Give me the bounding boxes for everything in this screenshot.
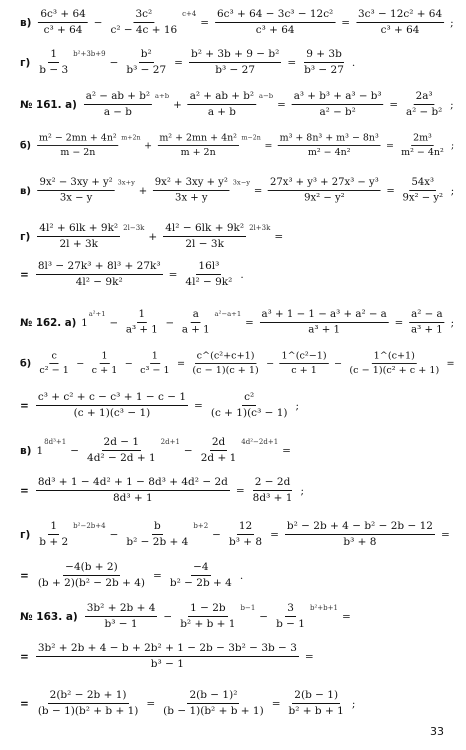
page-number: 33: [430, 725, 444, 738]
fraction: [85, 436, 158, 465]
exercise-label: г): [20, 230, 31, 243]
exercise-label: в): [20, 16, 32, 29]
fraction: [292, 90, 384, 119]
multiplier-note: m+2n: [121, 133, 141, 141]
fraction-denominator: b² − 2b + 4: [169, 577, 232, 589]
fraction-numerator: 1: [150, 350, 160, 364]
exercise-label: № 163. а): [20, 610, 78, 623]
operator: =: [304, 650, 314, 663]
operator: =: [235, 484, 245, 497]
fraction-numerator: 2m³: [411, 132, 433, 146]
exercise-label: =: [20, 569, 29, 582]
multiplier-note: b²+b+1: [309, 603, 338, 612]
fraction-denominator: b² + b + 1: [288, 705, 344, 717]
fraction-numerator: b: [152, 520, 163, 535]
fraction-numerator: 2(b − 1): [292, 689, 340, 704]
solution-line-v162b: [20, 476, 308, 505]
fraction-numerator: 2a³: [414, 90, 435, 105]
fraction-numerator: 6c³ + 64: [38, 8, 87, 23]
fraction: [285, 520, 435, 549]
exercise-label: г): [20, 528, 31, 541]
fraction-denominator: (b − 1)(b² + b + 1): [163, 705, 264, 717]
fraction-numerator: c²: [242, 391, 256, 406]
exercise-label: г): [20, 56, 31, 69]
fraction: [404, 90, 444, 119]
operator: ;: [450, 184, 455, 197]
fraction-denominator: c³ + 64: [43, 23, 83, 36]
fraction-numerator: 12: [237, 520, 254, 535]
fraction-denominator: (c − 1)(c² + c + 1): [349, 364, 440, 376]
fraction: [348, 350, 441, 377]
solution-line-g162b: [20, 561, 247, 590]
operator: −: [163, 610, 173, 623]
multiplier-note: 8d³+1: [44, 437, 67, 446]
fraction-numerator: c^(c²+c+1): [195, 350, 257, 364]
fraction: [178, 602, 237, 631]
fraction: [280, 350, 329, 377]
fraction: [38, 177, 115, 205]
solution-line-v162: [20, 436, 295, 465]
exercise-label: в): [20, 444, 32, 457]
operator: =: [200, 16, 210, 29]
fraction-numerator: 2d − 1: [102, 436, 142, 451]
fraction-numerator: 2d: [210, 436, 227, 451]
fraction-denominator: a + 1: [181, 323, 210, 336]
operator: =: [341, 610, 351, 623]
fraction-numerator: 9x² + 3xy + y²: [153, 177, 230, 191]
fraction: [189, 48, 281, 77]
fraction-denominator: (c + 1)(c³ − 1): [210, 407, 288, 419]
multiplier-note: a²−a+1: [214, 309, 242, 318]
fraction: [183, 260, 234, 289]
operator: =: [176, 358, 186, 369]
fraction-denominator: a³ + 1: [125, 323, 158, 336]
operator: .: [240, 268, 244, 281]
fraction: [36, 476, 230, 505]
solution-line-g1: [20, 48, 359, 77]
operator: −: [70, 444, 80, 457]
fraction-denominator: 2d + 1: [200, 452, 237, 464]
fraction-numerator: 3c²: [133, 8, 154, 23]
operator: −: [109, 56, 119, 69]
operator: =: [287, 56, 297, 69]
fraction-numerator: 3: [285, 602, 296, 617]
fraction-denominator: c³ + 64: [255, 23, 295, 36]
fraction-numerator: 3b² + 2b + 4 − b + 2b² + 1 − 2b − 3b² − 3b − 3: [36, 642, 299, 657]
fraction-numerator: 1 − 2b: [188, 602, 228, 617]
fraction-denominator: a² − b²: [319, 105, 356, 118]
fraction-numerator: 9x² − 3xy + y²: [38, 177, 115, 191]
fraction-denominator: (c − 1)(c + 1): [192, 364, 259, 376]
multiplier-note: b−1: [240, 603, 256, 612]
fraction: [138, 350, 171, 377]
fraction: [302, 48, 346, 77]
solution-line-b161: [20, 132, 458, 158]
fraction: [37, 222, 120, 251]
fraction-numerator: 9 + 3b: [304, 48, 344, 63]
fraction-denominator: b + 2: [39, 536, 69, 548]
fraction: [260, 308, 389, 336]
fraction-numerator: m² − 2mn + 4n²: [37, 132, 118, 146]
multiplier-note: m−2n: [241, 133, 261, 141]
fraction-denominator: b − 1: [276, 618, 305, 630]
fraction-numerator: b² + 3b + 9 − b²: [189, 48, 281, 63]
fraction-denominator: b³ + 8: [343, 536, 377, 548]
fraction: [108, 8, 179, 37]
fraction: [168, 561, 234, 590]
fraction: [356, 8, 444, 37]
exercise-label: =: [20, 697, 29, 710]
fraction: [124, 308, 160, 336]
fraction-denominator: 2l − 3k: [185, 238, 224, 250]
operator: =: [168, 268, 178, 281]
fraction: [37, 132, 118, 158]
operator: ;: [295, 399, 300, 412]
solution-line-p161a: [20, 90, 458, 119]
operator: =: [282, 444, 291, 457]
operator: =: [440, 528, 450, 541]
fraction: [38, 350, 71, 377]
exercise-label: б): [20, 140, 31, 151]
operator: −: [266, 358, 275, 369]
operator: =: [385, 140, 394, 151]
fraction: [251, 476, 295, 505]
fraction: [37, 48, 70, 77]
operator: =: [274, 230, 284, 243]
fraction: [399, 132, 445, 158]
fraction-numerator: b² − 2b + 4 − b² − 2b − 12: [285, 520, 435, 535]
operator: =: [341, 16, 350, 29]
fraction: [215, 8, 335, 37]
fraction-denominator: m² − 4n²: [307, 146, 351, 158]
exercise-label: № 161. а): [20, 98, 77, 111]
fraction-denominator: b³ + 8: [228, 536, 263, 548]
fraction-denominator: c + 1: [91, 364, 118, 376]
fraction-numerator: a² + ab + b²: [188, 90, 256, 105]
operator: −: [93, 16, 103, 29]
fraction-numerator: 2(b − 1)²: [187, 689, 239, 704]
fraction-denominator: (b + 2)(b² − 2b + 4): [37, 577, 146, 589]
operator: =: [270, 528, 279, 541]
operator: =: [264, 140, 273, 151]
fraction-denominator: b² + b + 1: [180, 618, 236, 630]
operator: ;: [300, 484, 304, 497]
multiplier-note: 2d+1: [160, 437, 180, 446]
fraction-numerator: 3b² + 2b + 4: [85, 602, 158, 617]
operator: =: [153, 569, 162, 582]
fraction: [278, 132, 381, 158]
solution-line-g161b: [20, 260, 248, 289]
solution-line-p163c: [20, 689, 359, 718]
fraction-numerator: a³ + 1 − 1 − a³ + a² − a: [260, 308, 389, 323]
fraction-numerator: 2 − 2d: [253, 476, 293, 491]
term: 1: [36, 444, 44, 457]
fraction-numerator: c: [50, 350, 59, 364]
fraction-denominator: 2l + 3k: [59, 238, 98, 250]
fraction-numerator: a² − a: [409, 308, 444, 323]
fraction: [161, 689, 266, 718]
operator: ;: [450, 16, 454, 29]
fraction-denominator: c² − 4c + 16: [110, 23, 178, 36]
fraction-numerator: 1: [100, 350, 110, 364]
fraction-denominator: 3x + y: [175, 191, 208, 204]
operator: −: [109, 316, 119, 329]
solution-line-b162b: [20, 391, 303, 420]
multiplier-note: a−b: [258, 91, 274, 100]
fraction: [188, 90, 256, 119]
fraction-numerator: −4(b + 2): [63, 561, 120, 576]
solution-line-g161: [20, 222, 287, 251]
fraction: [124, 520, 190, 549]
fraction-numerator: 1^(c²−1): [280, 350, 329, 364]
operator: .: [239, 569, 244, 582]
exercise-label: б): [20, 358, 32, 369]
fraction-denominator: 4l² − 9k²: [75, 276, 123, 288]
fraction-denominator: 8d³ + 1: [252, 492, 293, 504]
fraction: [268, 177, 381, 205]
operator: −: [183, 444, 193, 457]
solution-line-b162: [20, 350, 458, 377]
fraction: [36, 689, 141, 718]
fraction-denominator: 9x² − y²: [402, 191, 444, 204]
operator: −: [259, 610, 269, 623]
fraction: [36, 642, 299, 671]
fraction: [163, 222, 246, 251]
fraction-denominator: m + 2n: [180, 146, 216, 158]
operator: +: [138, 184, 148, 197]
operator: ;: [450, 98, 454, 111]
operator: +: [148, 230, 158, 243]
multiplier-note: 2l+3k: [249, 223, 271, 232]
fraction: [209, 391, 290, 420]
fraction: [409, 308, 445, 336]
exercise-label: № 162. а): [20, 316, 77, 329]
fraction-denominator: b³ − 1: [104, 618, 138, 630]
fraction-numerator: b²: [139, 48, 154, 63]
operator: =: [446, 358, 455, 369]
solution-line-p162a: [20, 308, 458, 336]
fraction-numerator: a: [191, 308, 201, 323]
fraction-denominator: c³ + 64: [380, 23, 420, 36]
fraction: [180, 308, 212, 336]
solution-line-v1: [20, 8, 458, 37]
operator: −: [333, 358, 343, 369]
multiplier-note: 3x+y: [117, 178, 135, 186]
fraction-numerator: 1: [48, 48, 59, 63]
fraction: [287, 689, 346, 718]
fraction-denominator: (b − 1)(b² + b + 1): [37, 705, 139, 717]
operator: +: [173, 98, 182, 111]
fraction: [36, 260, 163, 289]
fraction-denominator: c + 1: [291, 364, 317, 376]
solution-line-v161: [20, 177, 458, 205]
fraction-numerator: a² − ab + b²: [84, 90, 152, 105]
fraction-numerator: 8l³ − 27k³ + 8l³ + 27k³: [36, 260, 163, 275]
operator: ;: [450, 316, 455, 329]
fraction-numerator: 16l³: [196, 260, 221, 275]
fraction: [191, 350, 261, 377]
exercise-label: в): [20, 184, 31, 197]
operator: ;: [351, 697, 356, 710]
fraction: [274, 602, 307, 631]
fraction-denominator: b³ − 27: [215, 64, 256, 76]
fraction-denominator: a² − b²: [405, 105, 443, 118]
operator: =: [277, 98, 286, 111]
multiplier-note: b²+3b+9: [73, 49, 106, 58]
operator: .: [351, 56, 356, 69]
fraction-denominator: 3x − y: [59, 191, 93, 204]
exercise-label: =: [20, 484, 29, 497]
fraction-numerator: 1^(c+1): [372, 350, 417, 364]
operator: +: [144, 140, 153, 151]
fraction-denominator: 4d² − 2d + 1: [87, 452, 156, 464]
fraction: [158, 132, 239, 158]
operator: =: [253, 184, 263, 197]
operator: −: [109, 528, 119, 541]
fraction-numerator: 4l² + 6lk + 9k²: [37, 222, 120, 237]
fraction-numerator: 54x³: [410, 177, 436, 191]
operator: =: [146, 697, 156, 710]
fraction-numerator: 1: [137, 308, 147, 323]
fraction: [401, 177, 445, 205]
operator: =: [386, 184, 395, 197]
fraction-denominator: 9x² − y²: [304, 191, 345, 204]
fraction-numerator: m³ + 8n³ + m³ − 8n³: [278, 132, 381, 146]
fraction-denominator: b − 3: [39, 64, 69, 76]
fraction: [227, 520, 264, 549]
multiplier-note: a+b: [154, 91, 170, 100]
operator: =: [389, 98, 399, 111]
solution-line-p163a: [20, 602, 355, 631]
exercise-label: =: [20, 399, 29, 412]
fraction-denominator: b³ − 1: [150, 658, 184, 670]
fraction-denominator: c³ − 1: [140, 364, 170, 376]
fraction-denominator: b³ − 27: [126, 64, 167, 76]
fraction-numerator: −4: [191, 561, 210, 576]
fraction-denominator: a³ + 1: [308, 323, 341, 336]
fraction: [38, 8, 87, 37]
fraction: [124, 48, 168, 77]
operator: −: [124, 358, 133, 369]
multiplier-note: b+2: [193, 521, 209, 530]
fraction-denominator: m − 2n: [60, 146, 96, 158]
fraction-denominator: a + b: [207, 105, 236, 118]
exercise-label: =: [20, 650, 29, 663]
fraction-numerator: 8d³ + 1 − 4d² + 1 − 8d³ + 4d² − 2d: [36, 476, 230, 491]
solution-line-g162: [20, 520, 454, 549]
exercise-label: =: [20, 268, 29, 281]
operator: =: [245, 316, 254, 329]
fraction: [36, 391, 188, 420]
fraction-denominator: a − b: [103, 105, 132, 118]
operator: ;: [450, 140, 455, 151]
solution-line-p163b: [20, 642, 318, 671]
fraction-numerator: c³ + c² + c − c³ + 1 − c − 1: [36, 391, 188, 406]
operator: =: [174, 56, 183, 69]
fraction: [36, 561, 147, 590]
fraction-denominator: 4l² − 9k²: [185, 276, 233, 288]
operator: =: [394, 316, 404, 329]
fraction-numerator: 2(b² − 2b + 1): [48, 689, 129, 704]
fraction-numerator: a³ + b³ + a³ − b³: [292, 90, 384, 105]
fraction: [84, 90, 152, 119]
multiplier-note: b²−2b+4: [73, 521, 106, 530]
fraction-denominator: m² − 4n²: [401, 146, 444, 158]
operator: −: [212, 528, 221, 541]
multiplier-note: c+4: [182, 9, 197, 18]
multiplier-note: a²+1: [88, 309, 106, 318]
operator: −: [76, 358, 85, 369]
fraction-denominator: 8d³ + 1: [112, 492, 153, 504]
fraction-numerator: 1: [48, 520, 59, 535]
fraction-numerator: 27x³ + y³ + 27x³ − y³: [268, 177, 381, 191]
fraction-denominator: b³ − 27: [304, 64, 344, 76]
multiplier-note: 4d²−2d+1: [241, 437, 279, 446]
fraction-numerator: 6c³ + 64 − 3c³ − 12c²: [215, 8, 335, 23]
multiplier-note: 3x−y: [232, 178, 251, 186]
fraction-denominator: c² − 1: [39, 364, 69, 376]
fraction-denominator: (c + 1)(c³ − 1): [73, 407, 151, 419]
fraction-numerator: 3c³ − 12c² + 64: [356, 8, 444, 23]
multiplier-note: 2l−3k: [123, 223, 145, 232]
fraction-numerator: m² + 2mn + 4n²: [158, 132, 239, 146]
fraction-denominator: a³ + 1: [410, 323, 443, 336]
fraction: [85, 602, 158, 631]
operator: =: [194, 399, 203, 412]
fraction: [199, 436, 239, 465]
fraction: [153, 177, 230, 205]
fraction: [37, 520, 70, 549]
fraction-denominator: b² − 2b + 4: [126, 536, 189, 548]
fraction: [90, 350, 119, 377]
operator: =: [271, 697, 281, 710]
operator: −: [165, 316, 175, 329]
term: 1: [81, 316, 88, 329]
fraction-numerator: 4l² − 6lk + 9k²: [163, 222, 246, 237]
